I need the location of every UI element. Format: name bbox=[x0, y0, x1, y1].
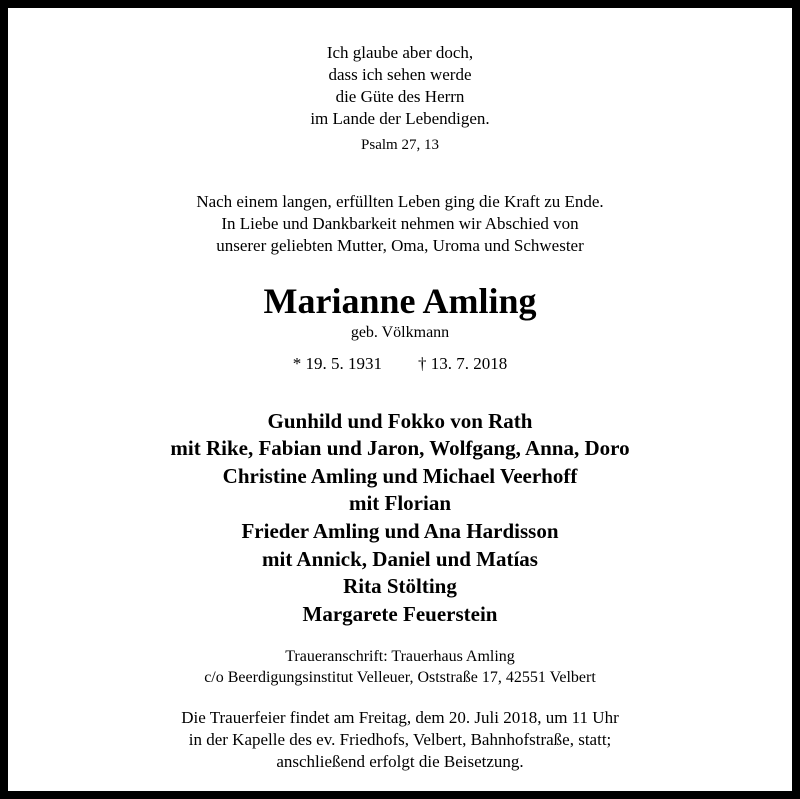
service-line-3: anschließend erfolgt die Beisetzung. bbox=[276, 752, 524, 771]
address-line-2: c/o Beerdigungsinstitut Velleuer, Oststraße 17, 42551 Velbert bbox=[204, 669, 596, 686]
mourner-line-6: mit Annick, Daniel und Matías bbox=[262, 547, 538, 571]
intro-line-1: Nach einem langen, erfüllten Leben ging die Kraft zu Ende. bbox=[196, 192, 604, 211]
service-line-1: Die Trauerfeier findet am Freitag, dem 20. Juli 2018, um 11 Uhr bbox=[181, 708, 619, 727]
motto-line-2: dass ich sehen werde bbox=[328, 65, 472, 84]
life-dates bbox=[8, 354, 792, 374]
address-line-1: Traueranschrift: Trauerhaus Amling bbox=[285, 648, 515, 665]
mourner-line-4: mit Florian bbox=[348, 491, 452, 515]
birth-name: geb. Völkmann bbox=[350, 324, 450, 341]
mourner-line-5: Frieder Amling und Ana Hardisson bbox=[241, 519, 559, 543]
motto-line-3: die Güte des Herrn bbox=[335, 87, 465, 106]
motto-line-4: im Lande der Lebendigen. bbox=[310, 109, 490, 128]
motto-line-1: Ich glaube aber doch, bbox=[326, 43, 474, 62]
mourner-line-8: Margarete Feuerstein bbox=[302, 602, 498, 626]
mourner-line-2: mit Rike, Fabian und Jaron, Wolfgang, Anna, Doro bbox=[170, 436, 630, 460]
mourner-line-7: Rita Stölting bbox=[343, 574, 457, 598]
intro-line-3: unserer geliebten Mutter, Oma, Uroma und Schwester bbox=[216, 236, 584, 255]
deceased-name: Marianne Amling bbox=[263, 281, 537, 321]
birth-date: * 19. 5. 1931 bbox=[292, 354, 382, 373]
service-line-2: in der Kapelle des ev. Friedhofs, Velbert, Bahnhofstraße, statt; bbox=[188, 730, 612, 749]
mourner-line-1: Gunhild und Fokko von Rath bbox=[267, 409, 533, 433]
mourner-line-3: Christine Amling und Michael Veerhoff bbox=[222, 464, 578, 488]
motto-source: Psalm 27, 13 bbox=[361, 137, 439, 153]
death-date: † 13. 7. 2018 bbox=[418, 354, 508, 373]
intro-line-2: In Liebe und Dankbarkeit nehmen wir Abschied von bbox=[221, 214, 579, 233]
